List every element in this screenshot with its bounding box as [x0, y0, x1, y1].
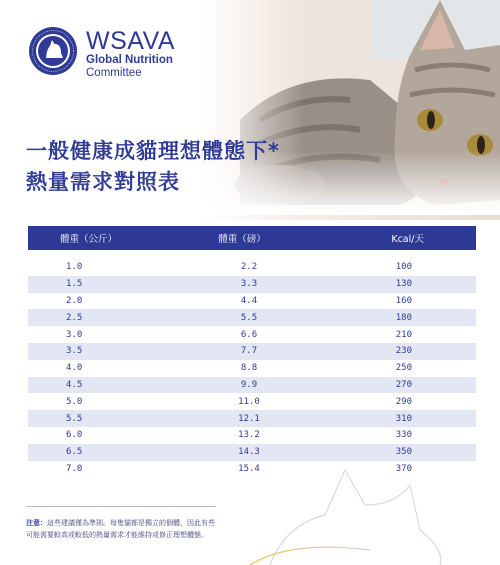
table-row [28, 259, 476, 276]
brand-sub-line1: Global Nutrition [86, 54, 173, 66]
footnote [26, 518, 221, 541]
cell-kcal: 250 [395, 363, 413, 374]
table-row [28, 360, 476, 377]
table-row [28, 293, 476, 310]
cell-kg: 3.5 [66, 346, 83, 357]
energy-table [28, 226, 476, 477]
header-lb: 體重（磅） [218, 234, 266, 245]
cell-kg: 6.5 [66, 447, 83, 458]
brand-sub-line2: Committee [86, 67, 142, 79]
footnote-label: 注意： [26, 519, 47, 527]
title-line2: 熱量需求對照表 [26, 170, 180, 194]
table-row [28, 276, 476, 293]
cell-kg: 7.0 [66, 463, 83, 474]
cell-kcal: 160 [395, 295, 413, 306]
cell-lb: 4.4 [240, 295, 258, 306]
table-row [28, 326, 476, 343]
header-kcal: Kcal/天 [391, 234, 424, 245]
cell-kcal: 290 [395, 396, 413, 407]
table-row [28, 309, 476, 326]
cell-lb: 9.9 [240, 379, 258, 390]
table-header [28, 226, 476, 250]
cell-lb: 12.1 [238, 413, 260, 424]
hero-banner [0, 0, 500, 220]
cell-kg: 5.5 [66, 413, 83, 424]
cell-kcal: 210 [395, 329, 413, 340]
table-row [28, 427, 476, 444]
cell-kcal: 310 [395, 413, 413, 424]
cell-lb: 3.3 [240, 279, 258, 290]
table-body [28, 259, 476, 477]
cell-kg: 6.0 [66, 430, 83, 441]
footnote-text: 這些建議僅為準則。每隻貓都是獨立的個體，因此有些可能需要較高或較低的熱量需求才能維持或修正理想體態。 [26, 519, 215, 539]
cell-kg: 4.5 [66, 379, 83, 390]
table-row [28, 410, 476, 427]
header-kg: 體重（公斤） [60, 234, 118, 245]
title-line1: 一般健康成貓理想體態下* [26, 139, 280, 163]
cell-kcal: 270 [395, 379, 413, 390]
cell-lb: 8.8 [240, 363, 258, 374]
cell-lb: 15.4 [238, 463, 260, 474]
table-row [28, 377, 476, 394]
cell-kcal: 330 [395, 430, 413, 441]
cell-lb: 14.3 [238, 447, 260, 458]
cell-kg: 1.5 [66, 279, 83, 290]
cell-kcal: 100 [395, 262, 413, 273]
cell-kg: 2.5 [66, 312, 83, 323]
cell-kcal: 230 [395, 346, 413, 357]
cell-kcal: 350 [395, 447, 413, 458]
cell-kg: 3.0 [66, 329, 83, 340]
table-row [28, 393, 476, 410]
cell-kg: 4.0 [66, 363, 83, 374]
cell-kg: 1.0 [66, 262, 83, 273]
cell-kcal: 130 [395, 279, 413, 290]
cell-lb: 2.2 [240, 262, 258, 273]
footer-divider [26, 506, 216, 507]
cell-lb: 7.7 [240, 346, 258, 357]
cell-lb: 5.5 [240, 312, 258, 323]
brand-name: WSAVA [86, 27, 176, 55]
brand-block [86, 28, 175, 80]
cell-kg: 2.0 [66, 295, 83, 306]
cell-lb: 6.6 [240, 329, 258, 340]
wsava-seal-logo [28, 26, 78, 76]
cell-kcal: 370 [395, 463, 413, 474]
cell-kcal: 180 [395, 312, 413, 323]
table-row [28, 343, 476, 360]
cat-line-drawing [230, 455, 500, 565]
cell-lb: 11.0 [238, 396, 260, 407]
cell-kg: 5.0 [66, 396, 83, 407]
cell-lb: 13.2 [238, 430, 260, 441]
page-title [26, 136, 356, 198]
